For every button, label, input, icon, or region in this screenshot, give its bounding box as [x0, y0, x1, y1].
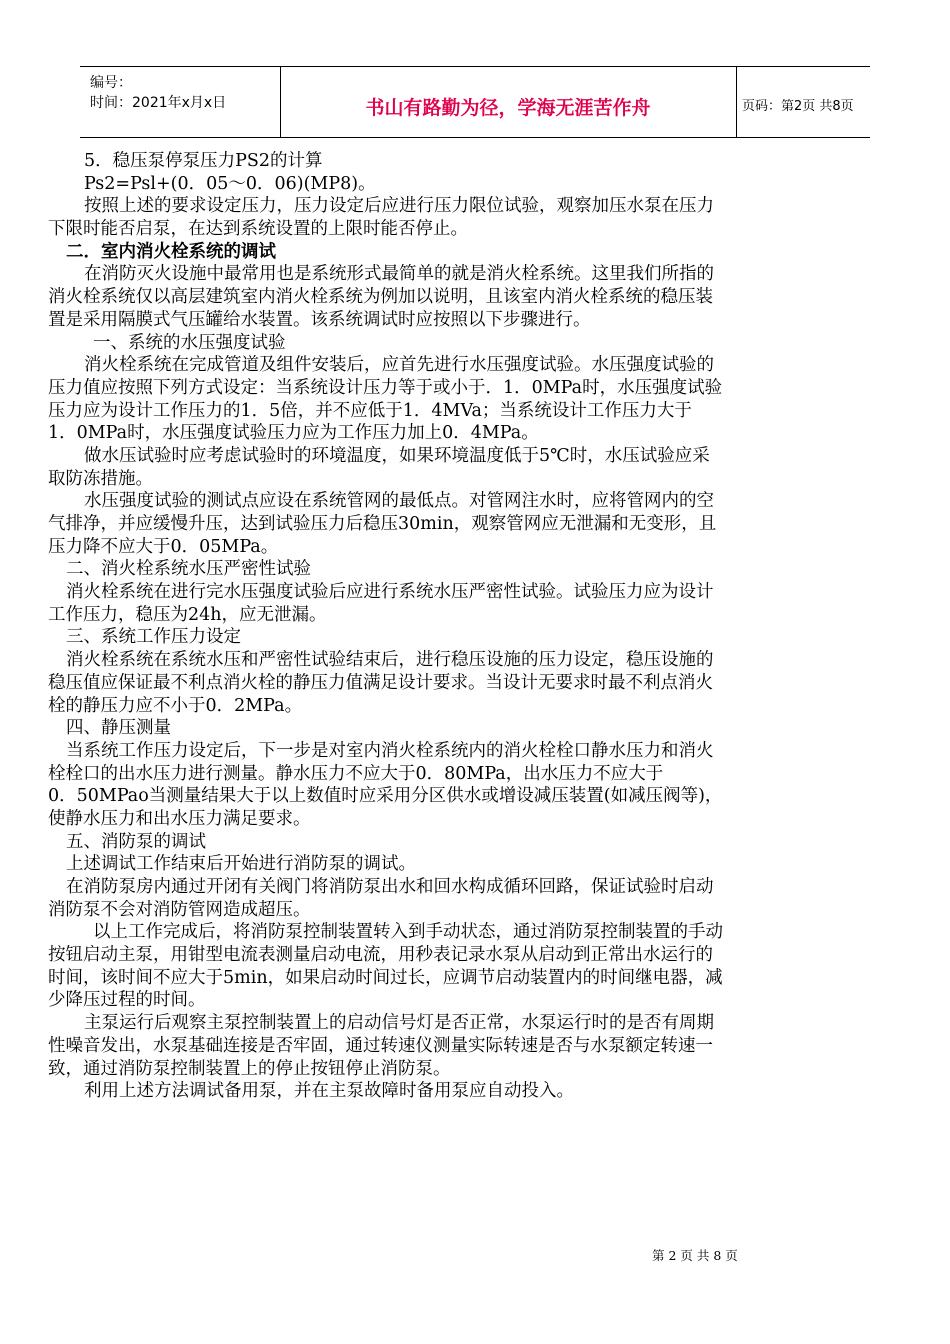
paragraph-line: 以上工作完成后，将消防泵控制装置转入到手动状态，通过消防泵控制装置的手动 — [93, 922, 723, 943]
paragraph-line: 置是采用隔膜式气压罐给水装置。该系统调试时应按照以下步骤进行。 — [48, 309, 591, 330]
chapter-heading: 二．室内消火栓系统的调试 — [66, 241, 276, 262]
paragraph-line: 在消防灭火设施中最常用也是系统形式最简单的就是消火栓系统。这里我们所指的 — [84, 264, 714, 285]
paragraph-line: 在消防泵房内通过开闭有关阀门将消防泵出水和回水构成循环回路，保证试验时启动 — [66, 877, 714, 897]
paragraph-line: 消火栓系统在完成管道及组件安装后，应首先进行水压强度试验。水压强度试验的 — [84, 355, 714, 376]
paragraph-line: 1．0MPa时，水压强度试验压力应为工作压力加上0．4MPa。 — [48, 423, 539, 444]
paragraph-line: 取防冻措施。 — [48, 468, 153, 489]
paragraph-line: 消火栓系统在进行完水压强度试验后应进行系统水压严密性试验。试验压力应为设计 — [66, 582, 714, 603]
paragraph-line: 稳压值应保证最不利点消火栓的静压力值满足设计要求。当设计无要求时最不利点消火 — [48, 672, 713, 693]
paragraph-line: 主泵运行后观察主泵控制装置上的启动信号灯是否正常，水泵运行时的是否有周期 — [84, 1013, 714, 1034]
paragraph-line: 按照上述的要求设定压力，压力设定后应进行压力限位试验，观察加压水泵在压力 — [84, 196, 714, 217]
header-motto-cell — [280, 67, 737, 137]
paragraph-line: 当系统工作压力设定后，下一步是对室内消火栓系统内的消火栓栓口静水压力和消火 — [66, 740, 714, 761]
paragraph-line: 压力降不应大于0．05MPa。 — [48, 536, 279, 557]
header-meta-cell — [80, 67, 281, 137]
paragraph-line: 时间，该时间不应大于5min，如果启动时间过长，应调节启动装置内的时间继电器，减 — [48, 967, 723, 988]
section-heading: 一、系统的水压强度试验 — [93, 332, 286, 353]
paragraph-line: 消火栓系统在系统水压和严密性试验结束后，进行稳压设施的压力设定，稳压设施的 — [66, 650, 714, 671]
paragraph-line: 气排净，并应缓慢升压，达到试验压力后稳压30min，观察管网应无泄漏和无变形，且 — [48, 514, 717, 534]
paragraph-line: 消火栓系统仅以高层建筑室内消火栓系统为例加以说明，且该室内消火栓系统的稳压装 — [48, 287, 713, 308]
paragraph-line: 致，通过消防泵控制装置上的停止按钮停止消防泵。 — [48, 1058, 451, 1079]
section-heading: 五、消防泵的调试 — [66, 831, 206, 852]
paragraph-line: 少降压过程的时间。 — [48, 990, 206, 1011]
paragraph-line: 工作压力，稳压为24h，应无泄漏。 — [48, 604, 327, 625]
paragraph-line: 栓栓口的出水压力进行测量。静水压力不应大于0．80MPa，出水压力不应大于 — [48, 763, 664, 784]
paragraph-line: 压力应为设计工作压力的1．5倍，并不应低于1．4MVa；当系统设计工作压力大于 — [48, 400, 692, 421]
section-heading: 二、消火栓系统水压严密性试验 — [66, 559, 311, 580]
paragraph-line: 下限时能否启泵，在达到系统设置的上限时能否停止。 — [48, 219, 468, 240]
document-number-label: 编号： — [90, 75, 132, 91]
paragraph-line: 水压强度试验的测试点应设在系统管网的最低点。对管网注水时，应将管网内的空 — [84, 491, 714, 512]
header-page-info: 页码：第2页 共8页 — [742, 99, 854, 114]
paragraph-line: 栓的静压力应不小于0．2MPa。 — [48, 695, 303, 716]
paragraph-line: 按钮启动主泵，用钳型电流表测量启动电流，用秒表记录水泵从启动到正常出水运行的 — [48, 945, 713, 966]
page-footer-number: 第 2 页 共 8 页 — [652, 1248, 738, 1263]
page-header — [80, 66, 870, 138]
document-body — [48, 150, 898, 1103]
paragraph-line: 使静水压力和出水压力满足要求。 — [48, 808, 311, 829]
section-heading: 5．稳压泵停泵压力PS2的计算 — [84, 151, 323, 171]
paragraph-line: 消防泵不会对消防管网造成超压。 — [48, 899, 311, 920]
paragraph-line: 性噪音发出，水泵基础连接是否牢固，通过转速仪测量实际转速是否与水泵额定转速一 — [48, 1035, 713, 1056]
paragraph-line: 做水压试验时应考虑试验时的环境温度，如果环境温度低于5℃时，水压试验应采 — [84, 445, 710, 466]
paragraph-line: 上述调试工作结束后开始进行消防泵的调试。 — [66, 854, 416, 875]
formula-line: Ps2=Psl+(0．05～0．06)(MP8)。 — [84, 173, 376, 194]
document-date-label: 时间：2021年x月x日 — [90, 95, 227, 111]
section-heading: 三、系统工作压力设定 — [66, 627, 241, 648]
paragraph-line: 利用上述方法调试备用泵，并在主泵故障时备用泵应自动投入。 — [84, 1081, 574, 1102]
paragraph-line: 压力值应按照下列方式设定：当系统设计压力等于或小于．1．0MPa时，水压强度试验 — [48, 377, 723, 398]
section-heading: 四、静压测量 — [66, 718, 171, 739]
header-page-cell — [736, 67, 870, 137]
header-motto: 书山有路勤为径，学海无涯苦作舟 — [365, 97, 651, 119]
paragraph-line: 0．50MPao当测量结果大于以上数值时应采用分区供水或增设减压装置(如减压阀等)， — [48, 786, 723, 807]
